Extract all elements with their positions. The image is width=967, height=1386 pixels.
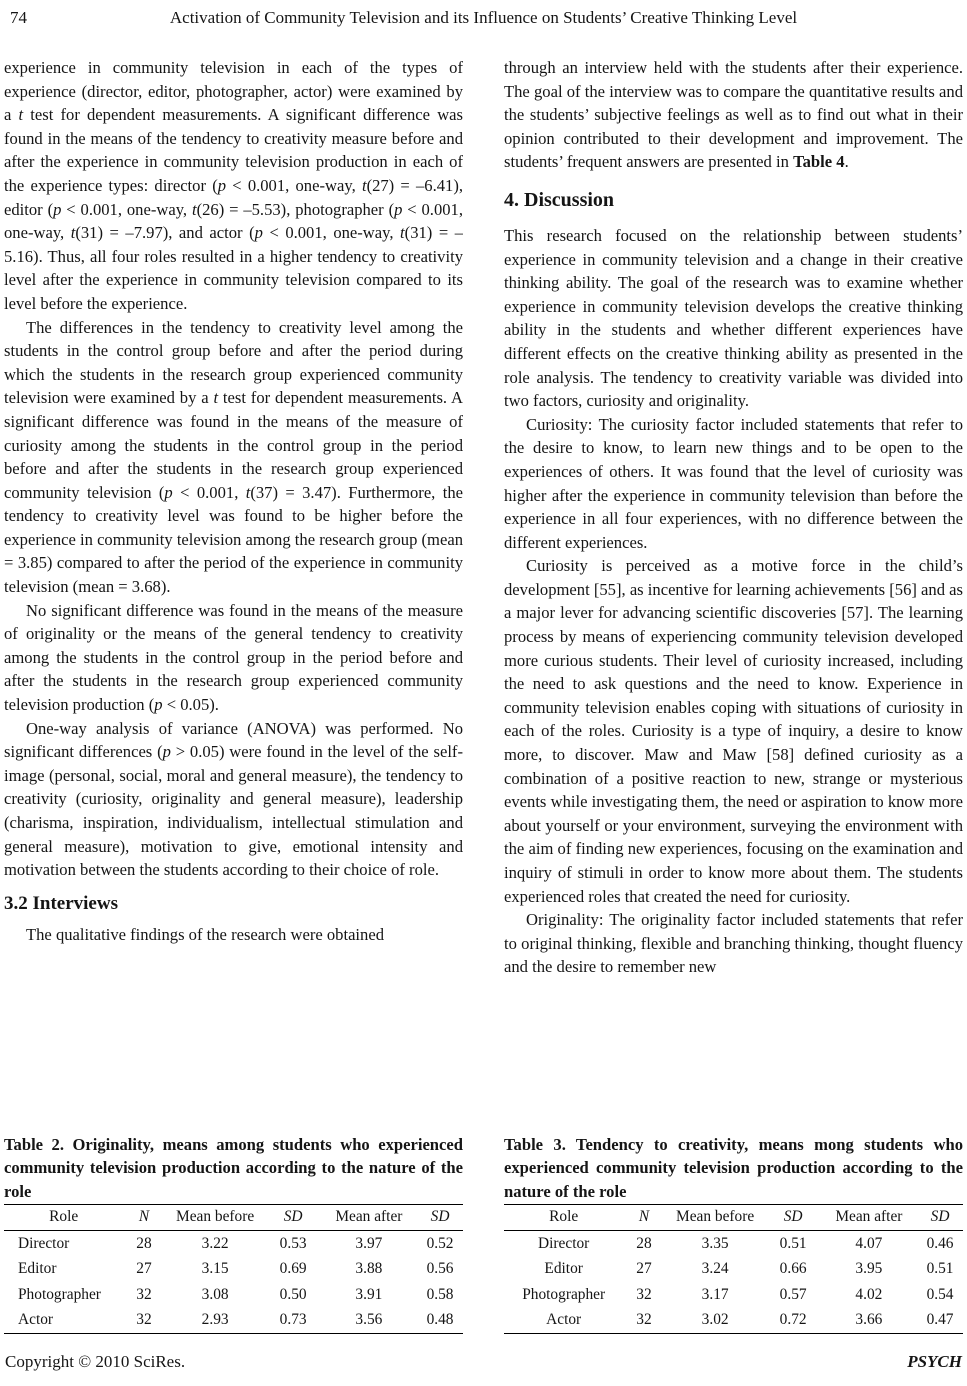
column-header-mean-before: Mean before: [165, 1204, 266, 1231]
table-cell: 0.47: [917, 1308, 963, 1334]
section-heading-discussion: 4. Discussion: [504, 188, 615, 211]
paragraph: No significant difference was found in the means of the measure of originality or the means of the general tendency to creativity among the students in the control group in the period before and after the students in the research group experienced community television production (p < 0.05).: [4, 600, 463, 715]
table-cell: 0.50: [279, 1285, 307, 1303]
column-header-n: N: [123, 1204, 164, 1231]
table-3: [504, 1204, 963, 1335]
running-head: [0, 6, 967, 36]
table-cell: 3.08: [201, 1285, 229, 1303]
table-cell: 32: [123, 1308, 164, 1334]
table-cell: 32: [136, 1285, 152, 1303]
table-cell: 0.69: [279, 1260, 307, 1278]
column-header-mean-after: Mean after: [321, 1204, 417, 1231]
table-row: [4, 1231, 463, 1257]
table-cell: 28: [636, 1234, 652, 1252]
table-cell: Director: [538, 1234, 590, 1252]
table-2-header: [4, 1204, 463, 1231]
table-cell: 0.58: [426, 1285, 454, 1303]
two-column-body: [4, 56, 963, 1334]
table-cell: 28: [136, 1234, 152, 1252]
paragraph: Curiosity is perceived as a motive force in the child’s development [55], as incentive for learning achievements [56] and as a major lever for advancing scientific discoveries [57]. The learning process by means of experiencing community television developed more curious students. Their level of curiosity increased, including the need to ask questions and the need to know. Experience in community television enables coping with situations of curiosity in each of the roles. Curiosity is a type of inquiry, a desire to know more, to discover. Maw and Maw [58] defined curiosity as a combination of a positive reaction to new, strange or mysterious events while investigating them, the need or aspiration to know more about yourself or your environment, surveying the environment with the aim of finding new experiences, focusing on the examination and inquiry of stimuli in order to know more about them. The students experienced roles that created the need for curiosity.: [504, 556, 963, 906]
left-column: [4, 56, 463, 1334]
paragraph: One-way analysis of variance (ANOVA) was performed. No significant differences (p > 0.05) were found in the level of the self-image (personal, social, moral and general measure), the tendency to creativity (curiosity, originality and general measure), leadership (charisma, inspiration, individualism, intellectual stimulation and general measure), motivation to give, emotional intensity and motivation between the students according to their choice of role.: [4, 718, 463, 880]
table-row: [4, 1257, 463, 1283]
page-number: 74: [10, 8, 27, 27]
page-footer: [5, 1352, 962, 1372]
table-header-row: [504, 1204, 963, 1231]
table-cell: 32: [636, 1285, 652, 1303]
table-cell: 3.95: [855, 1260, 883, 1278]
table-3-header: [504, 1204, 963, 1231]
column-header-sd: SD: [917, 1204, 963, 1231]
column-header-sd: SD: [417, 1204, 463, 1231]
table-cell: 3.91: [355, 1285, 383, 1303]
table-cell: 3.56: [321, 1308, 417, 1334]
table-cell: Actor: [4, 1308, 123, 1334]
table-row: [504, 1231, 963, 1257]
journal-name: PSYCH: [907, 1352, 962, 1371]
column-header-sd: SD: [266, 1204, 321, 1231]
table-2-block: [4, 1123, 463, 1334]
table-cell: 2.93: [165, 1308, 266, 1334]
table-cell: 0.51: [926, 1260, 954, 1278]
table-cell: 27: [636, 1260, 652, 1278]
table-cell: Director: [18, 1234, 70, 1252]
paper-title: Activation of Community Television and its Influence on Students’ Creative Thinking Level: [169, 8, 798, 27]
table-cell: 0.73: [266, 1308, 321, 1334]
table-cell: 4.07: [855, 1234, 883, 1252]
table-cell: 3.24: [701, 1260, 729, 1278]
table-cell: Photographer: [522, 1285, 606, 1303]
table-row: [504, 1257, 963, 1283]
paragraph: Curiosity: The curiosity factor included statements that refer to the desire to know, to learn new things and to be open to the experiences of others. It was found that the level of curiosity was higher after the experience in community television than before the experience in all four experiences, with no difference between the different experiences.: [504, 414, 963, 552]
table-cell: 0.72: [766, 1308, 821, 1334]
column-header-mean-before: Mean before: [665, 1204, 766, 1231]
paragraph: experience in community television in each of the types of experience (director, editor, photographer, actor) were examined by a t test for dependent measurements. A significant difference was found in the means of the tendency to creativity measure before and after the experience in community television production in each of the experience types: director (p < 0.001, one-way, t(27) = –6.41), editor (p < 0.001, one-way, t(26) = –5.53), photographer (p < 0.001, one-way, t(31) = –7.97), and actor (p < 0.001, one-way, t(31) = –5.16). Thus, all four roles resulted in a higher tendency to creativity level after the experience in community television compared to its level before the experience.: [4, 58, 463, 313]
paragraph: The qualitative findings of the research were obtained: [26, 924, 385, 944]
table-cell: 4.02: [855, 1285, 883, 1303]
paragraph: through an interview held with the students after their experience. The goal of the interview was to compare the quantitative results and the students’ subjective feelings as well as to find out what in their opinion contributed to their development and improvement. The students’ frequent answers are presented in Table 4.: [504, 58, 963, 172]
paragraph: Originality: The originality factor included statements that refer to original thinking, flexible and branching thinking, thought fluency and the desire to remember new: [504, 910, 963, 977]
table-cell: 0.57: [779, 1285, 807, 1303]
table-header-row: [4, 1204, 463, 1231]
column-header-role: Role: [504, 1204, 623, 1231]
table-row: [4, 1282, 463, 1308]
table-cell: 3.35: [701, 1234, 729, 1252]
table-cell: 3.88: [355, 1260, 383, 1278]
table-2-body: [4, 1231, 463, 1334]
column-header-sd: SD: [766, 1204, 821, 1231]
table-cell: 3.97: [355, 1234, 383, 1252]
table-cell: 0.48: [417, 1308, 463, 1334]
table-2-caption: Table 2. Originality, means among students who experienced community television production according to the nature of the role: [4, 1134, 463, 1201]
table-cell: 0.46: [926, 1234, 954, 1252]
table-cell: 0.66: [779, 1260, 807, 1278]
right-column: [504, 56, 963, 1334]
table-cell: Editor: [544, 1260, 583, 1278]
table-cell: Photographer: [18, 1285, 101, 1303]
table-cell: Editor: [18, 1260, 57, 1278]
table-cell: Actor: [504, 1308, 623, 1334]
table-cell: 3.66: [821, 1308, 917, 1334]
column-header-n: N: [623, 1204, 664, 1231]
table-cell: 3.17: [701, 1285, 729, 1303]
table-row: [504, 1282, 963, 1308]
table-cell: 0.51: [779, 1234, 807, 1252]
table-3-caption: Table 3. Tendency to creativity, means mong students who experienced community television production according to the nature of the role: [504, 1134, 963, 1201]
table-2: [4, 1204, 463, 1335]
table-cell: 32: [623, 1308, 664, 1334]
column-header-mean-after: Mean after: [821, 1204, 917, 1231]
copyright-text: Copyright © 2010 SciRes.: [5, 1352, 186, 1371]
table-row: [504, 1308, 963, 1334]
paragraph: The differences in the tendency to creativity level among the students in the control group before and after the period during which the students in the research group experienced community television were examined by a t test for dependent measurements. A significant difference was found in the means of the measure of curiosity among the students in the control group in the period before and after the students in the research group experienced community television (p < 0.001, t(37) = 3.47). Furthermore, the tendency to creativity level was found to be higher before the experience in community television among the research group (mean = 3.85) compared to after the period of the experience in community television (mean = 3.68).: [4, 317, 463, 597]
table-cell: 27: [136, 1260, 152, 1278]
table-row: [4, 1308, 463, 1334]
table-cell: 0.54: [926, 1285, 954, 1303]
table-cell: 0.56: [426, 1260, 454, 1278]
column-header-role: Role: [4, 1204, 123, 1231]
section-heading-interviews: 3.2 Interviews: [4, 892, 118, 914]
table-cell: 3.22: [201, 1234, 229, 1252]
table-3-body: [504, 1231, 963, 1334]
table-cell: 3.15: [201, 1260, 229, 1278]
paragraph: This research focused on the relationship between students’ experience in community television and a change in their creative thinking ability. The goal of the research was to examine whether experience in community television develops the creative thinking ability in the students and whether different experiences have different effects on the creative thinking ability as presented in the role analysis. The tendency to creativity variable was divided into two factors, curiosity and originality.: [504, 225, 963, 411]
table-cell: 3.02: [665, 1308, 766, 1334]
table-cell: 0.53: [279, 1234, 307, 1252]
table-cell: 0.52: [426, 1234, 454, 1252]
table-3-block: [504, 1123, 963, 1334]
